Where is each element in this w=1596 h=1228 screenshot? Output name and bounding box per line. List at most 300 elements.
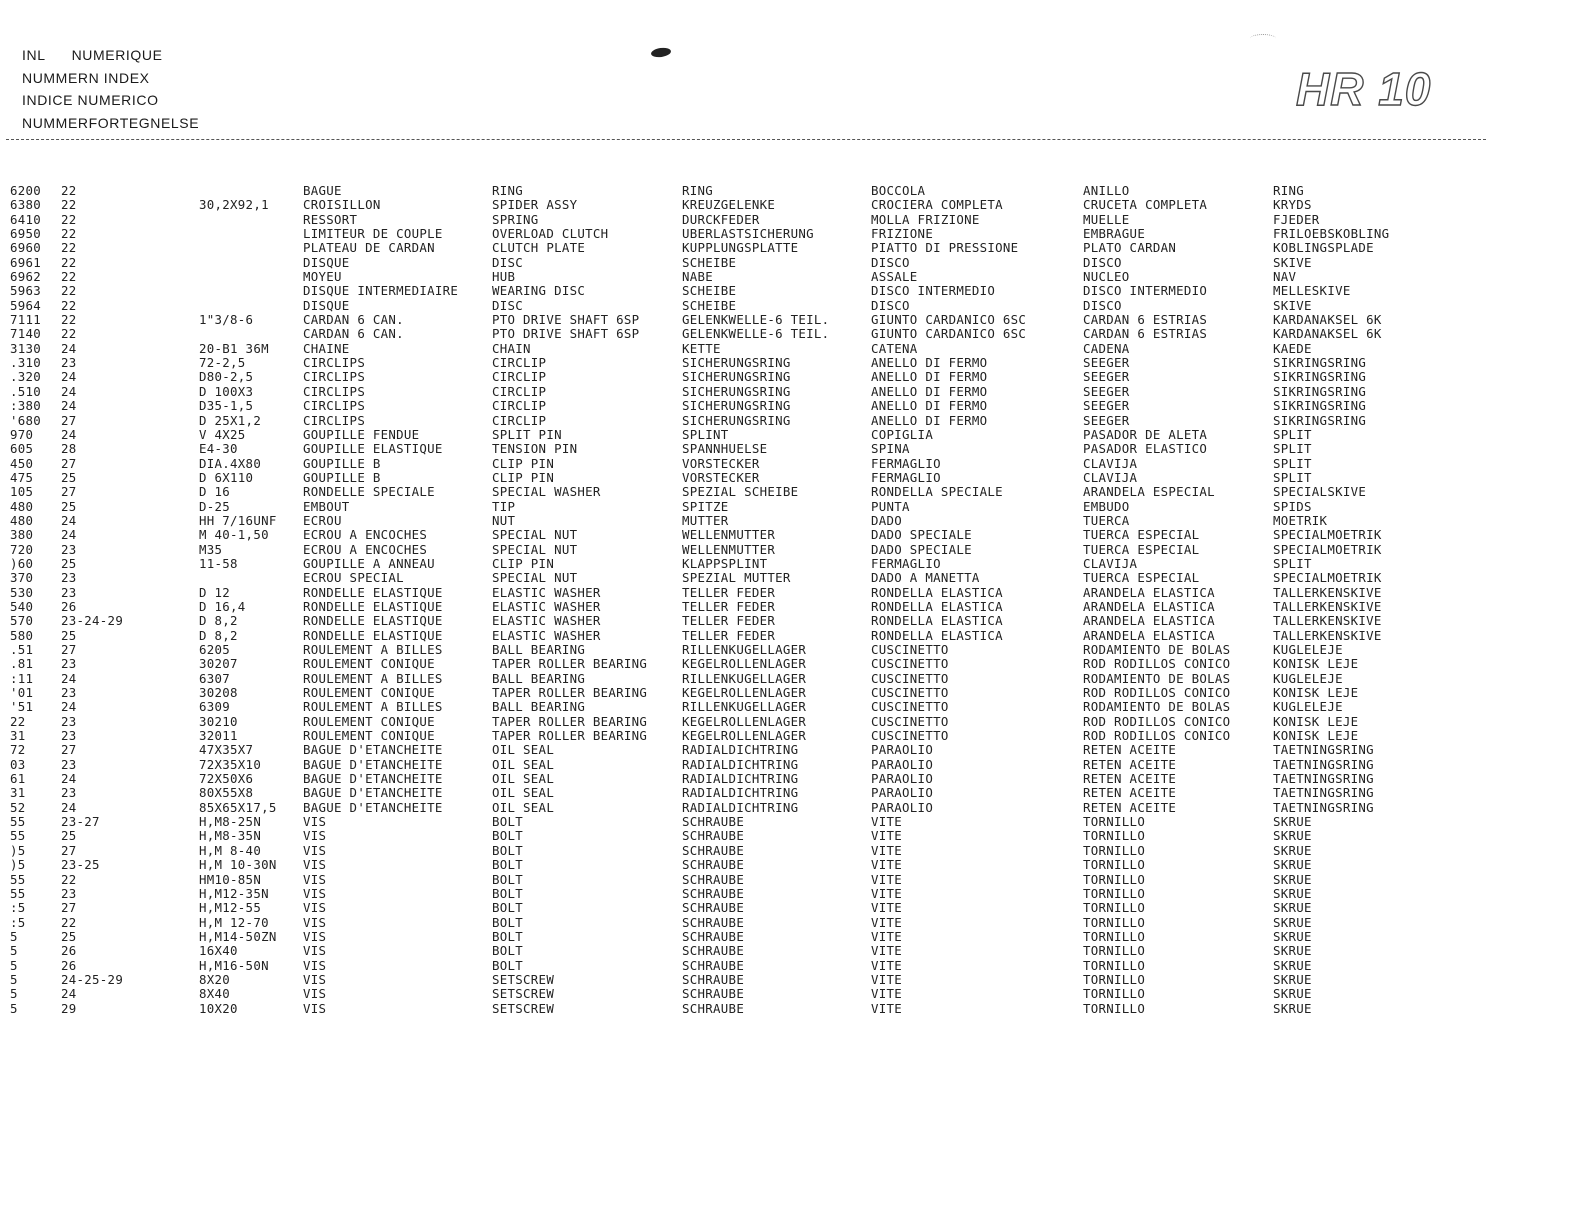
cell-fig: 22 xyxy=(61,914,77,930)
cell-french: VIS xyxy=(303,928,327,944)
cell-german: KETTE xyxy=(682,340,721,356)
cell-spanish: EMBRAGUE xyxy=(1083,226,1146,242)
cell-italian: FERMAGLIO xyxy=(871,469,941,485)
cell-size: H,M 10-30N xyxy=(199,857,277,873)
cell-german: SCHRAUBE xyxy=(682,900,745,916)
cell-english: DISC xyxy=(492,297,524,313)
cell-english: BOLT xyxy=(492,957,524,973)
cell-german: SCHRAUBE xyxy=(682,842,745,858)
cell-danish: SKIVE xyxy=(1273,297,1312,313)
cell-danish: SKRUE xyxy=(1273,885,1312,901)
cell-spanish: DISCO INTERMEDIO xyxy=(1083,283,1208,299)
cell-english: BOLT xyxy=(492,828,524,844)
cell-danish: SPIDS xyxy=(1273,498,1312,514)
cell-italian: PUNTA xyxy=(871,498,910,514)
cell-german: RILLENKUGELLAGER xyxy=(682,670,807,686)
cell-fig: 26 xyxy=(61,957,77,973)
cell-fig: 25 xyxy=(61,498,77,514)
cell-italian: ANELLO DI FERMO xyxy=(871,369,988,385)
cell-english: BOLT xyxy=(492,928,524,944)
cell-part-no: 5964 xyxy=(10,297,42,313)
cell-spanish: TORNILLO xyxy=(1083,814,1146,830)
cell-danish: KONISK LEJE xyxy=(1273,685,1359,701)
cell-fig: 22 xyxy=(61,326,77,342)
cell-italian: FERMAGLIO xyxy=(871,455,941,471)
cell-fig: 27 xyxy=(61,412,77,428)
cell-size: D 16,4 xyxy=(199,598,246,614)
cell-fig: 23 xyxy=(61,728,77,744)
cell-spanish: TORNILLO xyxy=(1083,943,1146,959)
cell-italian: FRIZIONE xyxy=(871,226,934,242)
cell-danish: SIKRINGSRING xyxy=(1273,398,1367,414)
cell-spanish: TORNILLO xyxy=(1083,914,1146,930)
cell-italian: VITE xyxy=(871,957,903,973)
cell-danish: SIKRINGSRING xyxy=(1273,383,1367,399)
cell-italian: VITE xyxy=(871,814,903,830)
cell-part-no: .320 xyxy=(10,369,42,385)
cell-danish: SKRUE xyxy=(1273,957,1312,973)
cell-spanish: CRUCETA COMPLETA xyxy=(1083,197,1208,213)
cell-english: CIRCLIP xyxy=(492,355,547,371)
cell-italian: RONDELLA ELASTICA xyxy=(871,627,1003,643)
cell-part-no: 570 xyxy=(10,613,34,629)
cell-fig: 24 xyxy=(61,369,77,385)
cell-german: SPITZE xyxy=(682,498,729,514)
header-text: INL xyxy=(22,47,46,63)
cell-size: 6309 xyxy=(199,699,231,715)
cell-french: DISQUE INTERMEDIAIRE xyxy=(303,283,459,299)
cell-italian: RONDELLA ELASTICA xyxy=(871,613,1003,629)
cell-french: VIS xyxy=(303,814,327,830)
cell-part-no: 55 xyxy=(10,885,26,901)
cell-fig: 28 xyxy=(61,441,77,457)
cell-fig: 27 xyxy=(61,900,77,916)
cell-size: D 8,2 xyxy=(199,627,238,643)
cell-french: ROULEMENT A BILLES xyxy=(303,670,443,686)
cell-spanish: ARANDELA ELASTICA xyxy=(1083,584,1215,600)
cell-fig: 25 xyxy=(61,469,77,485)
cell-part-no: )60 xyxy=(10,555,34,571)
cell-size: H,M 12-70 xyxy=(199,914,269,930)
cell-fig: 22 xyxy=(61,240,77,256)
cell-german: RADIALDICHTRING xyxy=(682,742,799,758)
cell-danish: SPECIALMOETRIK xyxy=(1273,527,1382,543)
cell-danish: SKRUE xyxy=(1273,900,1312,916)
cell-fig: 22 xyxy=(61,283,77,299)
cell-fig: 23-27 xyxy=(61,814,100,830)
cell-part-no: )5 xyxy=(10,842,26,858)
cell-part-no: 55 xyxy=(10,814,26,830)
cell-part-no: 6960 xyxy=(10,240,42,256)
cell-size: HM10-85N xyxy=(199,871,262,887)
cell-french: PLATEAU DE CARDAN xyxy=(303,240,435,256)
cell-french: ROULEMENT CONIQUE xyxy=(303,656,435,672)
cell-spanish: TORNILLO xyxy=(1083,986,1146,1002)
cell-english: BOLT xyxy=(492,857,524,873)
cell-french: CIRCLIPS xyxy=(303,412,366,428)
cell-english: CIRCLIP xyxy=(492,398,547,414)
cell-french: CHAINE xyxy=(303,340,350,356)
cell-french: ROULEMENT CONIQUE xyxy=(303,728,435,744)
cell-german: SCHRAUBE xyxy=(682,828,745,844)
cell-size: D 6X110 xyxy=(199,469,254,485)
cell-german: VORSTECKER xyxy=(682,455,760,471)
cell-italian: CATENA xyxy=(871,340,918,356)
cell-spanish: CLAVIJA xyxy=(1083,469,1138,485)
cell-german: SICHERUNGSRING xyxy=(682,412,791,428)
cell-size: 10X20 xyxy=(199,1000,238,1016)
cell-german: SICHERUNGSRING xyxy=(682,369,791,385)
cell-danish: SIKRINGSRING xyxy=(1273,369,1367,385)
cell-italian: ANELLO DI FERMO xyxy=(871,355,988,371)
cell-french: RONDELLE ELASTIQUE xyxy=(303,598,443,614)
cell-italian: RONDELLA ELASTICA xyxy=(871,598,1003,614)
cell-german: SCHRAUBE xyxy=(682,1000,745,1016)
cell-danish: MELLESKIVE xyxy=(1273,283,1351,299)
cell-french: RONDELLE SPECIALE xyxy=(303,484,435,500)
cell-fig: 22 xyxy=(61,197,77,213)
cell-danish: SKRUE xyxy=(1273,842,1312,858)
cell-english: ELASTIC WASHER xyxy=(492,613,601,629)
cell-fig: 22 xyxy=(61,297,77,313)
cell-french: VIS xyxy=(303,986,327,1002)
cell-spanish: CADENA xyxy=(1083,340,1130,356)
cell-english: TAPER ROLLER BEARING xyxy=(492,685,648,701)
cell-spanish: TORNILLO xyxy=(1083,928,1146,944)
cell-part-no: 480 xyxy=(10,498,34,514)
cell-fig: 22 xyxy=(61,871,77,887)
cell-spanish: ROD RODILLOS CONICO xyxy=(1083,685,1231,701)
cell-spanish: RODAMIENTO DE BOLAS xyxy=(1083,670,1231,686)
cell-part-no: :380 xyxy=(10,398,42,414)
cell-french: CIRCLIPS xyxy=(303,383,366,399)
cell-fig: 24 xyxy=(61,799,77,815)
cell-german: SCHRAUBE xyxy=(682,914,745,930)
cell-fig: 26 xyxy=(61,598,77,614)
cell-italian: ANELLO DI FERMO xyxy=(871,398,988,414)
cell-part-no: :5 xyxy=(10,900,26,916)
cell-french: RESSORT xyxy=(303,211,358,227)
cell-fig: 23-25 xyxy=(61,857,100,873)
cell-italian: SPINA xyxy=(871,441,910,457)
cell-fig: 22 xyxy=(61,312,77,328)
cell-size: H,M8-25N xyxy=(199,814,262,830)
cell-italian: ASSALE xyxy=(871,269,918,285)
cell-danish: TAETNINGSRING xyxy=(1273,799,1374,815)
cell-part-no: 450 xyxy=(10,455,34,471)
cell-danish: TALLERKENSKIVE xyxy=(1273,627,1382,643)
cell-part-no: 540 xyxy=(10,598,34,614)
cell-spanish: PLATO CARDAN xyxy=(1083,240,1177,256)
cell-part-no: 5 xyxy=(10,971,18,987)
cell-size: DIA.4X80 xyxy=(199,455,262,471)
cell-italian: BOCCOLA xyxy=(871,183,926,198)
cell-fig: 25 xyxy=(61,828,77,844)
cell-spanish: TORNILLO xyxy=(1083,971,1146,987)
cell-danish: SKRUE xyxy=(1273,914,1312,930)
header-text: INDICE NUMERICO xyxy=(22,92,159,108)
cell-spanish: TORNILLO xyxy=(1083,957,1146,973)
cell-english: CLIP PIN xyxy=(492,469,555,485)
cell-fig: 27 xyxy=(61,642,77,657)
cell-french: CIRCLIPS xyxy=(303,369,366,385)
cell-size: 72X35X10 xyxy=(199,756,262,772)
cell-fig: 23 xyxy=(61,584,77,600)
cell-fig: 23 xyxy=(61,685,77,701)
cell-german: NABE xyxy=(682,269,714,285)
cell-part-no: '01 xyxy=(10,685,34,701)
cell-french: ECROU A ENCOCHES xyxy=(303,541,428,557)
cell-italian: ANELLO DI FERMO xyxy=(871,412,988,428)
cell-spanish: ARANDELA ESPECIAL xyxy=(1083,484,1215,500)
header-line xyxy=(22,44,199,67)
cell-part-no: 370 xyxy=(10,570,34,586)
cell-french: MOYEU xyxy=(303,269,342,285)
header-line xyxy=(22,89,199,112)
cell-danish: KUGLELEJE xyxy=(1273,699,1343,715)
cell-fig: 24 xyxy=(61,398,77,414)
cell-spanish: RODAMIENTO DE BOLAS xyxy=(1083,642,1231,657)
cell-spanish: ROD RODILLOS CONICO xyxy=(1083,713,1231,729)
cell-italian: CUSCINETTO xyxy=(871,699,949,715)
cell-part-no: 6380 xyxy=(10,197,42,213)
cell-italian: PARAOLIO xyxy=(871,756,934,772)
cell-fig: 24 xyxy=(61,670,77,686)
cell-french: CARDAN 6 CAN. xyxy=(303,326,404,342)
cell-spanish: TUERCA xyxy=(1083,512,1130,528)
cell-danish: SPECIALMOETRIK xyxy=(1273,541,1382,557)
cell-french: VIS xyxy=(303,871,327,887)
cell-english: BOLT xyxy=(492,943,524,959)
cell-spanish: RETEN ACEITE xyxy=(1083,771,1177,787)
ink-blot xyxy=(650,47,671,59)
cell-fig: 23 xyxy=(61,570,77,586)
cell-italian: VITE xyxy=(871,971,903,987)
cell-danish: TAETNINGSRING xyxy=(1273,785,1374,801)
cell-german: SCHRAUBE xyxy=(682,957,745,973)
cell-danish: SKRUE xyxy=(1273,971,1312,987)
cell-english: PTO DRIVE SHAFT 6SP xyxy=(492,312,640,328)
cell-italian: DADO SPECIALE xyxy=(871,527,972,543)
cell-fig: 22 xyxy=(61,183,77,198)
cell-english: BOLT xyxy=(492,871,524,887)
cell-german: SCHRAUBE xyxy=(682,871,745,887)
cell-french: BAGUE D'ETANCHEITE xyxy=(303,771,443,787)
cell-german: KUPPLUNGSPLATTE xyxy=(682,240,799,256)
cell-size: D 25X1,2 xyxy=(199,412,262,428)
cell-french: DISQUE xyxy=(303,254,350,270)
cell-english: WEARING DISC xyxy=(492,283,586,299)
cell-spanish: TUERCA ESPECIAL xyxy=(1083,570,1200,586)
cell-danish: MOETRIK xyxy=(1273,512,1328,528)
cell-size: 30207 xyxy=(199,656,238,672)
cell-part-no: :5 xyxy=(10,914,26,930)
cell-english: CLUTCH PLATE xyxy=(492,240,586,256)
cell-german: TELLER FEDER xyxy=(682,584,776,600)
cell-fig: 24 xyxy=(61,699,77,715)
cell-italian: CUSCINETTO xyxy=(871,685,949,701)
cell-italian: DADO A MANETTA xyxy=(871,570,980,586)
cell-fig: 27 xyxy=(61,742,77,758)
cell-part-no: )5 xyxy=(10,857,26,873)
cell-spanish: ROD RODILLOS CONICO xyxy=(1083,656,1231,672)
cell-part-no: .51 xyxy=(10,642,34,657)
cell-french: VIS xyxy=(303,914,327,930)
cell-danish: SPLIT xyxy=(1273,441,1312,457)
cell-part-no: 605 xyxy=(10,441,34,457)
cell-french: CIRCLIPS xyxy=(303,355,366,371)
cell-part-no: 61 xyxy=(10,771,26,787)
header-divider xyxy=(6,139,1486,140)
cell-french: CIRCLIPS xyxy=(303,398,366,414)
cell-size: V 4X25 xyxy=(199,426,246,442)
cell-size: 8X40 xyxy=(199,986,231,1002)
cell-italian: PARAOLIO xyxy=(871,785,934,801)
cell-danish: TAETNINGSRING xyxy=(1273,771,1374,787)
cell-part-no: 530 xyxy=(10,584,34,600)
cell-spanish: SEEGER xyxy=(1083,369,1130,385)
cell-spanish: TORNILLO xyxy=(1083,900,1146,916)
cell-english: BOLT xyxy=(492,900,524,916)
cell-spanish: CLAVIJA xyxy=(1083,455,1138,471)
cell-part-no: 52 xyxy=(10,799,26,815)
cell-italian: CUSCINETTO xyxy=(871,656,949,672)
cell-english: BALL BEARING xyxy=(492,699,586,715)
cell-italian: CUSCINETTO xyxy=(871,728,949,744)
cell-german: SICHERUNGSRING xyxy=(682,398,791,414)
cell-size: 72-2,5 xyxy=(199,355,246,371)
cell-spanish: PASADOR DE ALETA xyxy=(1083,426,1208,442)
cell-part-no: .310 xyxy=(10,355,42,371)
cell-english: TAPER ROLLER BEARING xyxy=(492,656,648,672)
cell-size: E4-30 xyxy=(199,441,238,457)
cell-spanish: TORNILLO xyxy=(1083,871,1146,887)
cell-fig: 23 xyxy=(61,656,77,672)
cell-fig: 24 xyxy=(61,771,77,787)
cell-german: SPEZIAL MUTTER xyxy=(682,570,791,586)
cell-german: KEGELROLLENLAGER xyxy=(682,656,807,672)
cell-german: SCHRAUBE xyxy=(682,971,745,987)
cell-german: DURCKFEDER xyxy=(682,211,760,227)
cell-french: VIS xyxy=(303,900,327,916)
cell-english: SETSCREW xyxy=(492,971,555,987)
cell-fig: 24 xyxy=(61,383,77,399)
cell-size: D 16 xyxy=(199,484,231,500)
cell-size: H,M8-35N xyxy=(199,828,262,844)
cell-part-no: 5963 xyxy=(10,283,42,299)
cell-part-no: 03 xyxy=(10,756,26,772)
cell-french: GOUPILLE ELASTIQUE xyxy=(303,441,443,457)
cell-danish: KAEDE xyxy=(1273,340,1312,356)
cell-spanish: TORNILLO xyxy=(1083,828,1146,844)
cell-part-no: 55 xyxy=(10,828,26,844)
cell-english: TAPER ROLLER BEARING xyxy=(492,728,648,744)
cell-english: OIL SEAL xyxy=(492,799,555,815)
cell-french: ECROU xyxy=(303,512,342,528)
cell-german: SICHERUNGSRING xyxy=(682,383,791,399)
cell-fig: 27 xyxy=(61,484,77,500)
cell-danish: SKRUE xyxy=(1273,928,1312,944)
cell-english: PTO DRIVE SHAFT 6SP xyxy=(492,326,640,342)
cell-danish: SKIVE xyxy=(1273,254,1312,270)
cell-french: ECROU SPECIAL xyxy=(303,570,404,586)
cell-german: WELLENMUTTER xyxy=(682,541,776,557)
cell-german: RING xyxy=(682,183,714,198)
cell-italian: VITE xyxy=(871,943,903,959)
cell-size: 11-58 xyxy=(199,555,238,571)
cell-size: 8X20 xyxy=(199,971,231,987)
cell-fig: 24 xyxy=(61,986,77,1002)
cell-german: RADIALDICHTRING xyxy=(682,799,799,815)
cell-spanish: RODAMIENTO DE BOLAS xyxy=(1083,699,1231,715)
cell-german: KEGELROLLENLAGER xyxy=(682,713,807,729)
cell-english: NUT xyxy=(492,512,516,528)
cell-fig: 24-25-29 xyxy=(61,971,124,987)
cell-size: M35 xyxy=(199,541,223,557)
cell-english: OIL SEAL xyxy=(492,756,555,772)
cell-spanish: TUERCA ESPECIAL xyxy=(1083,527,1200,543)
cell-size: 1"3/8-6 xyxy=(199,312,254,328)
cell-french: BAGUE D'ETANCHEITE xyxy=(303,756,443,772)
cell-german: RADIALDICHTRING xyxy=(682,785,799,801)
cell-danish: SKRUE xyxy=(1273,1000,1312,1016)
cell-fig: 23 xyxy=(61,885,77,901)
cell-part-no: 3130 xyxy=(10,340,42,356)
cell-spanish: NUCLEO xyxy=(1083,269,1130,285)
cell-french: ROULEMENT CONIQUE xyxy=(303,685,435,701)
header-line xyxy=(22,67,199,90)
cell-english: BOLT xyxy=(492,814,524,830)
cell-english: SETSCREW xyxy=(492,986,555,1002)
cell-german: KREUZGELENKE xyxy=(682,197,776,213)
cell-danish: KONISK LEJE xyxy=(1273,656,1359,672)
cell-french: RONDELLE ELASTIQUE xyxy=(303,627,443,643)
cell-danish: FRILOEBSKOBLING xyxy=(1273,226,1390,242)
cell-size: D-25 xyxy=(199,498,231,514)
cell-english: OIL SEAL xyxy=(492,785,555,801)
cell-italian: CUSCINETTO xyxy=(871,670,949,686)
cell-english: BALL BEARING xyxy=(492,670,586,686)
cell-french: LIMITEUR DE COUPLE xyxy=(303,226,443,242)
cell-danish: FJEDER xyxy=(1273,211,1320,227)
cell-fig: 23 xyxy=(61,355,77,371)
cell-part-no: 6410 xyxy=(10,211,42,227)
cell-part-no: 6200 xyxy=(10,183,42,198)
cell-german: SCHRAUBE xyxy=(682,857,745,873)
cell-fig: 25 xyxy=(61,627,77,643)
cell-size: 85X65X17,5 xyxy=(199,799,277,815)
cell-fig: 22 xyxy=(61,269,77,285)
cell-french: VIS xyxy=(303,1000,327,1016)
cell-italian: VITE xyxy=(871,1000,903,1016)
cell-spanish: SEEGER xyxy=(1083,355,1130,371)
cell-english: SPECIAL NUT xyxy=(492,541,578,557)
cell-english: SPECIAL NUT xyxy=(492,570,578,586)
cell-part-no: 31 xyxy=(10,728,26,744)
cell-danish: SKRUE xyxy=(1273,871,1312,887)
cell-english: CHAIN xyxy=(492,340,531,356)
cell-english: CIRCLIP xyxy=(492,383,547,399)
cell-french: EMBOUT xyxy=(303,498,350,514)
cell-spanish: TORNILLO xyxy=(1083,857,1146,873)
cell-italian: VITE xyxy=(871,914,903,930)
cell-part-no: 22 xyxy=(10,713,26,729)
cell-french: BAGUE D'ETANCHEITE xyxy=(303,742,443,758)
cell-danish: TAETNINGSRING xyxy=(1273,742,1374,758)
cell-french: ROULEMENT A BILLES xyxy=(303,699,443,715)
cell-spanish: MUELLE xyxy=(1083,211,1130,227)
cell-french: VIS xyxy=(303,957,327,973)
